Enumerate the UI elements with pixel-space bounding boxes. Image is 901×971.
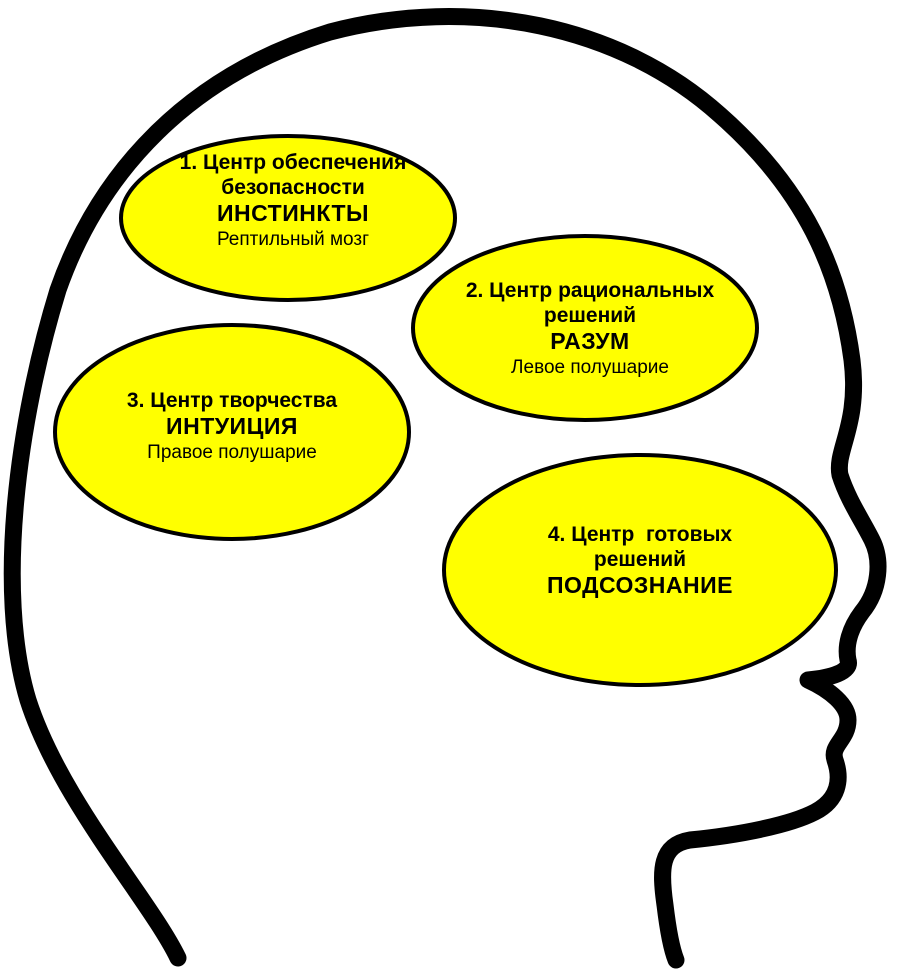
zone-1-keyword: ИНСТИНКТЫ bbox=[216, 200, 370, 226]
zone-2-keyword: РАЗУМ bbox=[550, 328, 630, 354]
zone-3-subtitle: Правое полушарие bbox=[147, 441, 317, 463]
zone-rational-center bbox=[430, 274, 750, 384]
zone-ready-solutions-center bbox=[495, 520, 785, 600]
zone-safety-center bbox=[148, 146, 438, 256]
zone-2-subtitle: Левое полушарие bbox=[511, 357, 669, 378]
zone-3-title-line1: 3. Центр творчества bbox=[126, 388, 338, 412]
zone-creativity-center bbox=[82, 384, 382, 468]
zone-3-keyword: ИНТУИЦИЯ bbox=[166, 412, 298, 439]
zone-2-title-line2: решений bbox=[543, 304, 637, 327]
zone-4-title-line1: 4. Центр готовых bbox=[547, 522, 733, 546]
zone-1-title-line1: 1. Центр обеспечения bbox=[179, 151, 407, 174]
zone-4-title-line2: решений bbox=[593, 547, 687, 571]
zone-4-keyword: ПОДСОЗНАНИЕ bbox=[546, 571, 734, 598]
zone-1-title-line2: безопасности bbox=[221, 176, 365, 199]
zone-2-title-line1: 2. Центр рациональных bbox=[465, 279, 715, 302]
zone-1-subtitle: Рептильный мозг bbox=[216, 229, 370, 250]
